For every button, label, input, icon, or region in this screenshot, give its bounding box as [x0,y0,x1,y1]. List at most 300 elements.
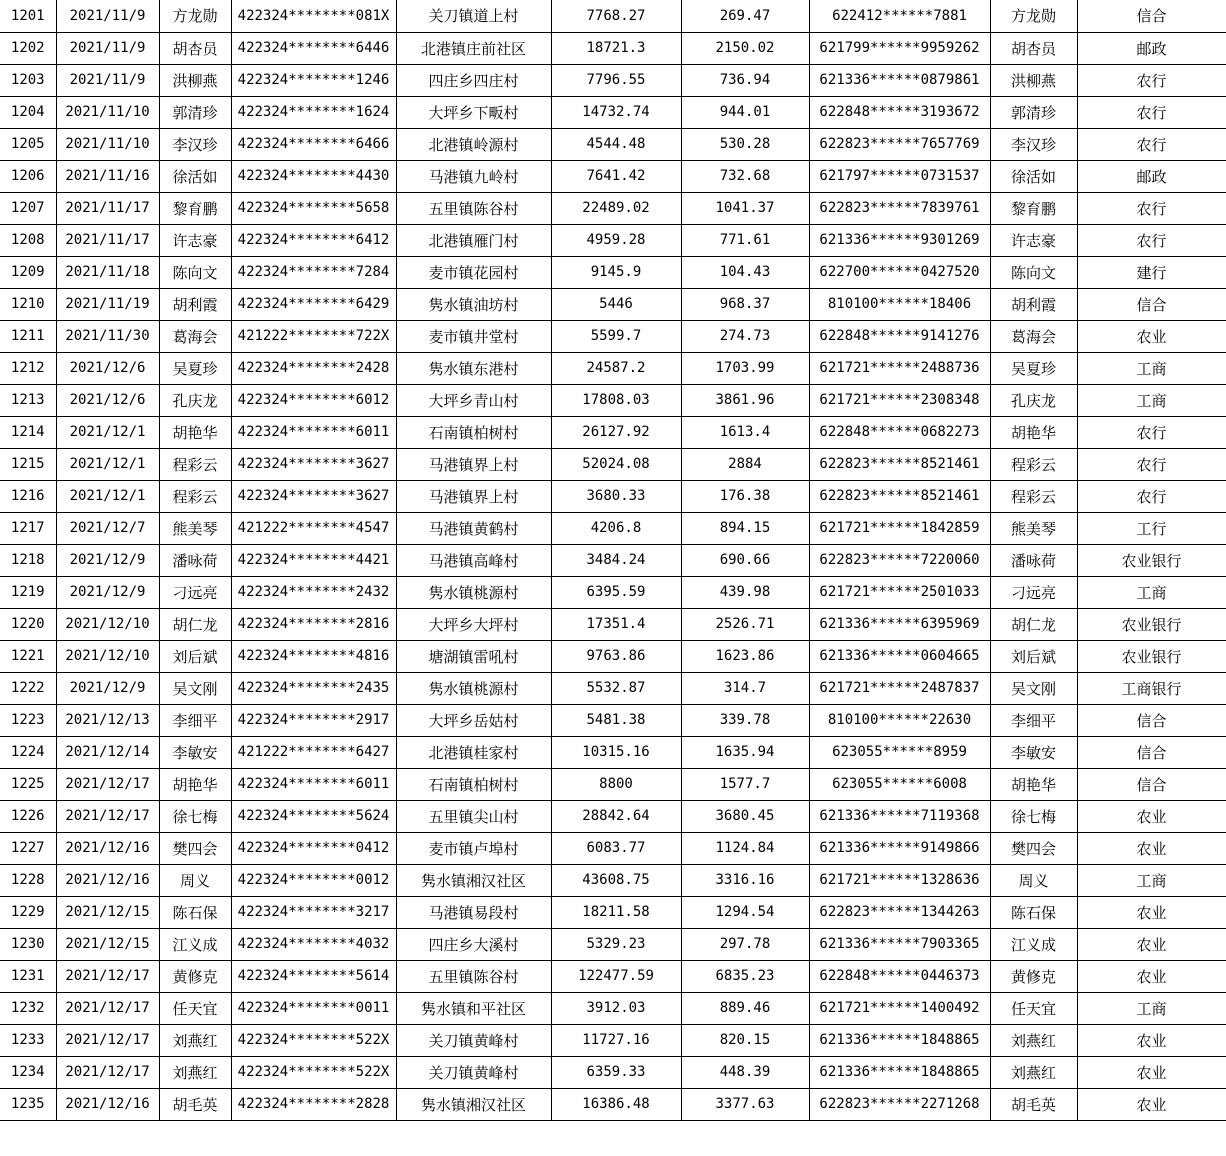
subsidy-cell: 339.78 [681,704,809,736]
amount-cell: 9763.86 [551,640,681,672]
address-cell: 马港镇界上村 [396,480,551,512]
account-holder-cell: 胡艳华 [990,768,1077,800]
subsidy-cell: 176.38 [681,480,809,512]
bank-cell: 农行 [1077,192,1226,224]
account-holder-cell: 刁远亮 [990,576,1077,608]
address-cell: 隽水镇桃源村 [396,672,551,704]
amount-cell: 52024.08 [551,448,681,480]
address-cell: 石南镇柏树村 [396,768,551,800]
subsidy-cell: 820.15 [681,1024,809,1056]
bank-cell: 工商 [1077,352,1226,384]
account-holder-cell: 胡艳华 [990,416,1077,448]
table-row [0,416,1226,448]
address-cell: 麦市镇井堂村 [396,320,551,352]
address-cell: 麦市镇花园村 [396,256,551,288]
date-cell: 2021/11/18 [56,256,159,288]
seq-cell: 1202 [0,32,56,64]
table-row [0,992,1226,1024]
seq-cell: 1218 [0,544,56,576]
table-row [0,160,1226,192]
name-cell: 李细平 [159,704,231,736]
name-cell: 许志豪 [159,224,231,256]
bank-cell: 邮政 [1077,32,1226,64]
date-cell: 2021/12/17 [56,768,159,800]
id-number-cell: 422324********5624 [231,800,396,832]
subsidy-cell: 269.47 [681,0,809,32]
date-cell: 2021/12/9 [56,544,159,576]
account-number-cell: 623055******6008 [809,768,990,800]
amount-cell: 7641.42 [551,160,681,192]
seq-cell: 1214 [0,416,56,448]
address-cell: 北港镇雁门村 [396,224,551,256]
bank-cell: 农业 [1077,1056,1226,1088]
account-number-cell: 622823******8521461 [809,480,990,512]
address-cell: 石南镇柏树村 [396,416,551,448]
amount-cell: 3680.33 [551,480,681,512]
bank-cell: 农行 [1077,480,1226,512]
date-cell: 2021/12/9 [56,576,159,608]
date-cell: 2021/11/19 [56,288,159,320]
id-number-cell: 422324********6011 [231,416,396,448]
address-cell: 隽水镇油坊村 [396,288,551,320]
seq-cell: 1232 [0,992,56,1024]
table-row [0,896,1226,928]
amount-cell: 6395.59 [551,576,681,608]
table-row [0,64,1226,96]
amount-cell: 26127.92 [551,416,681,448]
account-number-cell: 621336******1848865 [809,1024,990,1056]
address-cell: 隽水镇和平社区 [396,992,551,1024]
subsidy-cell: 889.46 [681,992,809,1024]
table-row [0,320,1226,352]
id-number-cell: 422324********522X [231,1024,396,1056]
amount-cell: 5329.23 [551,928,681,960]
seq-cell: 1219 [0,576,56,608]
date-cell: 2021/12/13 [56,704,159,736]
table-row [0,224,1226,256]
address-cell: 四庄乡大溪村 [396,928,551,960]
subsidy-cell: 439.98 [681,576,809,608]
date-cell: 2021/12/16 [56,832,159,864]
subsidy-cell: 3316.16 [681,864,809,896]
table-row [0,256,1226,288]
date-cell: 2021/11/9 [56,32,159,64]
account-holder-cell: 许志豪 [990,224,1077,256]
subsidy-cell: 1703.99 [681,352,809,384]
subsidy-cell: 3680.45 [681,800,809,832]
seq-cell: 1210 [0,288,56,320]
name-cell: 李汉珍 [159,128,231,160]
date-cell: 2021/11/10 [56,96,159,128]
account-number-cell: 621721******2488736 [809,352,990,384]
amount-cell: 17808.03 [551,384,681,416]
account-holder-cell: 周义 [990,864,1077,896]
name-cell: 胡杏员 [159,32,231,64]
seq-cell: 1215 [0,448,56,480]
id-number-cell: 422324********0011 [231,992,396,1024]
id-number-cell: 422324********1624 [231,96,396,128]
name-cell: 刘燕红 [159,1056,231,1088]
account-number-cell: 621336******0604665 [809,640,990,672]
bank-cell: 工行 [1077,512,1226,544]
account-holder-cell: 胡仁龙 [990,608,1077,640]
id-number-cell: 422324********4816 [231,640,396,672]
seq-cell: 1226 [0,800,56,832]
account-number-cell: 621721******1400492 [809,992,990,1024]
amount-cell: 4959.28 [551,224,681,256]
name-cell: 刘后斌 [159,640,231,672]
address-cell: 北港镇庄前社区 [396,32,551,64]
subsidy-cell: 530.28 [681,128,809,160]
seq-cell: 1213 [0,384,56,416]
account-holder-cell: 熊美琴 [990,512,1077,544]
seq-cell: 1209 [0,256,56,288]
account-number-cell: 622823******7657769 [809,128,990,160]
account-number-cell: 622823******2271268 [809,1088,990,1120]
subsidy-cell: 2884 [681,448,809,480]
date-cell: 2021/12/9 [56,672,159,704]
account-number-cell: 622848******9141276 [809,320,990,352]
address-cell: 隽水镇桃源村 [396,576,551,608]
table-row [0,960,1226,992]
account-holder-cell: 李汉珍 [990,128,1077,160]
amount-cell: 16386.48 [551,1088,681,1120]
table-row [0,928,1226,960]
date-cell: 2021/12/15 [56,928,159,960]
bank-cell: 农业 [1077,896,1226,928]
amount-cell: 10315.16 [551,736,681,768]
date-cell: 2021/11/17 [56,192,159,224]
seq-cell: 1221 [0,640,56,672]
seq-cell: 1234 [0,1056,56,1088]
bank-cell: 信合 [1077,768,1226,800]
bank-cell: 农行 [1077,224,1226,256]
address-cell: 北港镇岭源村 [396,128,551,160]
name-cell: 胡利霞 [159,288,231,320]
table-row [0,128,1226,160]
amount-cell: 122477.59 [551,960,681,992]
seq-cell: 1224 [0,736,56,768]
account-number-cell: 622412******7881 [809,0,990,32]
seq-cell: 1212 [0,352,56,384]
date-cell: 2021/12/17 [56,960,159,992]
date-cell: 2021/12/17 [56,1056,159,1088]
amount-cell: 14732.74 [551,96,681,128]
amount-cell: 7768.27 [551,0,681,32]
date-cell: 2021/11/16 [56,160,159,192]
account-number-cell: 621721******2501033 [809,576,990,608]
subsidy-cell: 297.78 [681,928,809,960]
amount-cell: 18721.3 [551,32,681,64]
id-number-cell: 422324********0012 [231,864,396,896]
date-cell: 2021/12/14 [56,736,159,768]
amount-cell: 22489.02 [551,192,681,224]
date-cell: 2021/12/6 [56,352,159,384]
table-row [0,352,1226,384]
subsidy-cell: 1577.7 [681,768,809,800]
bank-cell: 农业 [1077,960,1226,992]
name-cell: 胡艳华 [159,416,231,448]
account-holder-cell: 徐活如 [990,160,1077,192]
account-holder-cell: 刘燕红 [990,1056,1077,1088]
date-cell: 2021/12/1 [56,416,159,448]
table-row [0,0,1226,32]
table-row [0,576,1226,608]
account-holder-cell: 徐七梅 [990,800,1077,832]
table-row [0,384,1226,416]
name-cell: 郭清珍 [159,96,231,128]
name-cell: 胡毛英 [159,1088,231,1120]
address-cell: 马港镇高峰村 [396,544,551,576]
amount-cell: 5446 [551,288,681,320]
amount-cell: 6359.33 [551,1056,681,1088]
name-cell: 吴文刚 [159,672,231,704]
id-number-cell: 422324********6466 [231,128,396,160]
amount-cell: 5599.7 [551,320,681,352]
account-holder-cell: 李敏安 [990,736,1077,768]
table-row [0,512,1226,544]
amount-cell: 24587.2 [551,352,681,384]
address-cell: 大坪乡岳姑村 [396,704,551,736]
address-cell: 麦市镇卢埠村 [396,832,551,864]
subsidy-cell: 1041.37 [681,192,809,224]
account-number-cell: 621336******9301269 [809,224,990,256]
date-cell: 2021/11/10 [56,128,159,160]
account-holder-cell: 陈石保 [990,896,1077,928]
bank-cell: 信合 [1077,0,1226,32]
account-holder-cell: 胡杏员 [990,32,1077,64]
id-number-cell: 422324********3627 [231,448,396,480]
name-cell: 程彩云 [159,448,231,480]
account-holder-cell: 黄修克 [990,960,1077,992]
seq-cell: 1206 [0,160,56,192]
address-cell: 关刀镇道上村 [396,0,551,32]
table-row [0,768,1226,800]
seq-cell: 1222 [0,672,56,704]
subsidy-cell: 274.73 [681,320,809,352]
name-cell: 黄修克 [159,960,231,992]
account-holder-cell: 陈向文 [990,256,1077,288]
bank-cell: 农行 [1077,416,1226,448]
account-number-cell: 621799******9959262 [809,32,990,64]
bank-cell: 农行 [1077,448,1226,480]
id-number-cell: 421222********722X [231,320,396,352]
account-holder-cell: 黎育鹏 [990,192,1077,224]
table-row [0,544,1226,576]
account-holder-cell: 任天宜 [990,992,1077,1024]
address-cell: 四庄乡四庄村 [396,64,551,96]
amount-cell: 5481.38 [551,704,681,736]
subsidy-cell: 3861.96 [681,384,809,416]
id-number-cell: 421222********4547 [231,512,396,544]
amount-cell: 43608.75 [551,864,681,896]
address-cell: 关刀镇黄峰村 [396,1056,551,1088]
seq-cell: 1204 [0,96,56,128]
seq-cell: 1203 [0,64,56,96]
id-number-cell: 422324********522X [231,1056,396,1088]
date-cell: 2021/12/17 [56,1024,159,1056]
date-cell: 2021/12/16 [56,1088,159,1120]
subsidy-cell: 736.94 [681,64,809,96]
account-number-cell: 621721******1842859 [809,512,990,544]
address-cell: 大坪乡大坪村 [396,608,551,640]
table-row [0,1088,1226,1120]
name-cell: 胡艳华 [159,768,231,800]
address-cell: 五里镇尖山村 [396,800,551,832]
id-number-cell: 422324********4430 [231,160,396,192]
date-cell: 2021/11/9 [56,0,159,32]
account-holder-cell: 洪柳燕 [990,64,1077,96]
amount-cell: 4206.8 [551,512,681,544]
seq-cell: 1208 [0,224,56,256]
bank-cell: 工商 [1077,384,1226,416]
bank-cell: 农业 [1077,320,1226,352]
account-number-cell: 621336******9149866 [809,832,990,864]
bank-cell: 农业 [1077,1088,1226,1120]
account-number-cell: 622848******3193672 [809,96,990,128]
table-row [0,672,1226,704]
name-cell: 刘燕红 [159,1024,231,1056]
seq-cell: 1235 [0,1088,56,1120]
bank-cell: 农业 [1077,928,1226,960]
bank-cell: 工商 [1077,864,1226,896]
name-cell: 徐七梅 [159,800,231,832]
bank-cell: 建行 [1077,256,1226,288]
account-holder-cell: 葛海会 [990,320,1077,352]
subsidy-cell: 448.39 [681,1056,809,1088]
id-number-cell: 422324********0412 [231,832,396,864]
seq-cell: 1205 [0,128,56,160]
account-holder-cell: 程彩云 [990,480,1077,512]
bank-cell: 农业银行 [1077,608,1226,640]
id-number-cell: 422324********6012 [231,384,396,416]
table-row [0,96,1226,128]
name-cell: 洪柳燕 [159,64,231,96]
name-cell: 刁远亮 [159,576,231,608]
account-holder-cell: 刘后斌 [990,640,1077,672]
seq-cell: 1225 [0,768,56,800]
address-cell: 马港镇易段村 [396,896,551,928]
id-number-cell: 422324********6446 [231,32,396,64]
id-number-cell: 422324********2917 [231,704,396,736]
amount-cell: 3484.24 [551,544,681,576]
name-cell: 程彩云 [159,480,231,512]
account-number-cell: 621336******7903365 [809,928,990,960]
seq-cell: 1217 [0,512,56,544]
account-number-cell: 622823******8521461 [809,448,990,480]
seq-cell: 1201 [0,0,56,32]
date-cell: 2021/12/1 [56,480,159,512]
bank-cell: 农业银行 [1077,640,1226,672]
bank-cell: 农业 [1077,800,1226,832]
account-holder-cell: 樊四会 [990,832,1077,864]
subsidy-cell: 3377.63 [681,1088,809,1120]
subsidy-cell: 1124.84 [681,832,809,864]
subsidy-cell: 1635.94 [681,736,809,768]
subsidy-cell: 1613.4 [681,416,809,448]
account-number-cell: 810100******18406 [809,288,990,320]
account-number-cell: 810100******22630 [809,704,990,736]
id-number-cell: 422324********1246 [231,64,396,96]
date-cell: 2021/11/9 [56,64,159,96]
bank-cell: 农业 [1077,1024,1226,1056]
date-cell: 2021/11/17 [56,224,159,256]
name-cell: 任天宜 [159,992,231,1024]
address-cell: 马港镇界上村 [396,448,551,480]
amount-cell: 3912.03 [551,992,681,1024]
date-cell: 2021/12/10 [56,640,159,672]
address-cell: 关刀镇黄峰村 [396,1024,551,1056]
bank-cell: 农行 [1077,128,1226,160]
amount-cell: 8800 [551,768,681,800]
table-row [0,1056,1226,1088]
account-number-cell: 622823******7839761 [809,192,990,224]
bank-cell: 农业银行 [1077,544,1226,576]
account-number-cell: 621721******1328636 [809,864,990,896]
account-number-cell: 621336******0879861 [809,64,990,96]
name-cell: 熊美琴 [159,512,231,544]
seq-cell: 1231 [0,960,56,992]
id-number-cell: 422324********3217 [231,896,396,928]
subsidy-cell: 6835.23 [681,960,809,992]
table-row [0,640,1226,672]
table-row [0,800,1226,832]
subsidy-cell: 104.43 [681,256,809,288]
account-number-cell: 621336******6395969 [809,608,990,640]
seq-cell: 1211 [0,320,56,352]
date-cell: 2021/12/16 [56,864,159,896]
name-cell: 方龙勋 [159,0,231,32]
id-number-cell: 422324********2435 [231,672,396,704]
account-number-cell: 622823******1344263 [809,896,990,928]
account-holder-cell: 胡毛英 [990,1088,1077,1120]
subsidy-cell: 968.37 [681,288,809,320]
account-holder-cell: 孔庆龙 [990,384,1077,416]
account-number-cell: 621721******2487837 [809,672,990,704]
table-row [0,448,1226,480]
table-row [0,192,1226,224]
bank-cell: 工商 [1077,576,1226,608]
name-cell: 胡仁龙 [159,608,231,640]
bank-cell: 信合 [1077,736,1226,768]
id-number-cell: 421222********6427 [231,736,396,768]
subsidy-cell: 944.01 [681,96,809,128]
date-cell: 2021/12/6 [56,384,159,416]
account-holder-cell: 郭清珍 [990,96,1077,128]
table-row [0,832,1226,864]
subsidy-cell: 2150.02 [681,32,809,64]
amount-cell: 17351.4 [551,608,681,640]
account-number-cell: 622848******0682273 [809,416,990,448]
id-number-cell: 422324********6429 [231,288,396,320]
table-row [0,1024,1226,1056]
account-number-cell: 623055******8959 [809,736,990,768]
id-number-cell: 422324********2428 [231,352,396,384]
account-holder-cell: 程彩云 [990,448,1077,480]
account-holder-cell: 胡利霞 [990,288,1077,320]
address-cell: 隽水镇湘汉社区 [396,864,551,896]
table-row [0,32,1226,64]
amount-cell: 7796.55 [551,64,681,96]
address-cell: 马港镇九岭村 [396,160,551,192]
id-number-cell: 422324********4421 [231,544,396,576]
id-number-cell: 422324********7284 [231,256,396,288]
seq-cell: 1227 [0,832,56,864]
amount-cell: 9145.9 [551,256,681,288]
seq-cell: 1228 [0,864,56,896]
address-cell: 隽水镇湘汉社区 [396,1088,551,1120]
address-cell: 大坪乡下畈村 [396,96,551,128]
